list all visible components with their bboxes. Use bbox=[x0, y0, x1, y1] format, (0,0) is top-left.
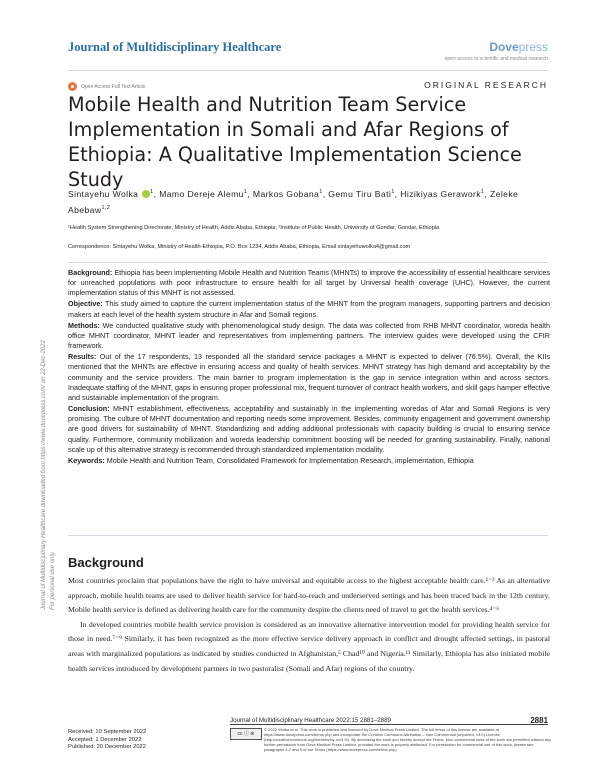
author-name[interactable]: Markos Gobana bbox=[252, 188, 320, 199]
abstract-text: Out of the 17 respondents, 13 responded all the standard service packages a MHNT is expected to deliver (76.5%). Overall, the KIIs mentioned that the MHNTs are effective in ensuring access and quality of health services. MHNT strategy has high demand and acceptability by the community and the service providers. The main barrier to program implementation is the gap in service integration within and across sectors. Inadequate staffing of the MHNT, gaps in ensuring proper professional mix, frequent turnover of contract health workers, and skill gaps hamper effective and sustainable implementation of the program. bbox=[68, 352, 550, 402]
author-affil-sup: 1 bbox=[150, 189, 154, 195]
abstract-label: Objective: bbox=[68, 299, 103, 309]
background-body bbox=[68, 574, 550, 676]
abstract-bottom-divider bbox=[68, 535, 548, 536]
page-number: 2881 bbox=[530, 716, 548, 725]
abstract-label: Results: bbox=[68, 352, 97, 362]
download-watermark bbox=[40, 160, 56, 610]
open-access-label: Open Access Full Text Article bbox=[81, 83, 146, 90]
received-date: Received: 10 September 2022 bbox=[68, 729, 147, 735]
affiliations: ¹Health System Strengthening Directorate, Ministry of Health, Addis Ababa, Ethiopia; ²Institute of Public Health, University of Gondar, Gondar, Ethiopia bbox=[68, 225, 440, 231]
abstract-top-divider bbox=[68, 262, 548, 263]
footer-divider bbox=[230, 724, 548, 725]
abstract-paragraph bbox=[68, 321, 550, 351]
publisher-tagline: open access to scientific and medical research bbox=[444, 56, 548, 62]
abstract bbox=[68, 268, 550, 467]
header-divider bbox=[68, 70, 548, 71]
author-name[interactable]: Gemu Tiru Bati bbox=[328, 188, 392, 199]
author-affil-sup: 1 bbox=[319, 189, 323, 195]
article-type: ORIGINAL RESEARCH bbox=[424, 80, 548, 90]
accepted-date: Accepted: 1 December 2022 bbox=[68, 736, 142, 743]
author-affil-sup: 1 bbox=[243, 189, 248, 195]
abstract-paragraph bbox=[68, 404, 550, 455]
abstract-label: Methods: bbox=[68, 320, 100, 330]
section-heading-background: Background bbox=[68, 555, 144, 570]
watermark-line-1: Journal of Multidisciplinary Healthcare downloaded from https://www.dovepress.com/ on 22-Dec-2022 bbox=[41, 340, 47, 610]
author-name[interactable]: Mamo Dereje Alemu bbox=[159, 188, 244, 199]
license-text: © 2022 Wolka et al. This work is published and licensed by Dove Medical Press Limited. The full terms of this license are available at https://www.dovepress.com/terms.php and incorporate the Creative Commons Attribution – Non Commercial (unported, v3.0) License (http://creativecommons.org/licenses/by-nc/3.0/). By accessing the work you hereby accept the Terms. Non-commercial uses of the work are permitted without any further permission from Dove Medical Press Limited, provided the work is properly attributed. For permission for commercial use of this work, please see paragraphs 4.2 and 5 of our Terms (https://www.dovepress.com/terms.php). bbox=[264, 727, 552, 753]
article-title: Mobile Health and Nutrition Team Service Implementation in Somali and Afar Regions of Ethiopia: A Qualitative Implementation Science Study bbox=[68, 93, 522, 191]
abstract-label: Keywords: bbox=[68, 455, 105, 465]
author-affil-sup: 1 bbox=[391, 189, 395, 195]
author-name[interactable]: Hizikiyas Gerawork bbox=[400, 188, 481, 199]
author-list: Sintayehu Wolka $^1$, Mamo Dereje Alemu$^1$, Markos Gobana$^1$, Gemu Tiru Bati$^1$, Hizikiyas Gerawork$^1$, Zeleke Abebaw$^{1,2}$ bbox=[68, 188, 519, 215]
abstract-text: Ethiopia has been implementing Mobile Health and Nutrition Teams (MHNTs) to improve the accessibility of essential healthcare services for unreached populations with poor infrastructure to ensure health for all target by Universal health coverage (UHC). However, the current implementation status of this MNHT is not assessed. bbox=[68, 268, 550, 298]
orcid-icon[interactable] bbox=[142, 190, 150, 198]
brand-main: Dove bbox=[489, 40, 519, 54]
creative-commons-icon[interactable]: cc ⓘ ⊜ bbox=[230, 728, 262, 740]
author-affil-sup: 1,2 bbox=[101, 204, 111, 211]
watermark-text bbox=[40, 340, 58, 610]
abstract-label: Conclusion: bbox=[68, 404, 110, 414]
abstract-label: Background: bbox=[68, 268, 113, 277]
published-date: Published: 20 December 2022 bbox=[68, 744, 146, 751]
publisher-logo[interactable] bbox=[489, 40, 548, 54]
abstract-paragraph bbox=[68, 456, 550, 466]
author-name[interactable]: Zeleke Abebaw bbox=[68, 188, 519, 215]
brand-sub: press bbox=[518, 40, 548, 54]
article-dates bbox=[68, 729, 146, 752]
watermark-line-2: For personal use only. bbox=[50, 551, 56, 610]
journal-citation[interactable]: Journal of Multidisciplinary Healthcare 2022:15 2881–2889 bbox=[230, 717, 391, 724]
abstract-paragraph bbox=[68, 299, 550, 319]
body-paragraph: In developed countries mobile health service provision is considered as an innovative alternative intervention model for providing health service for those in need.⁷⁻⁹ Similarly, it has been recognized as the more effective service delivery approach in conflict and drought affected settings, in pastoral areas with marginalized populations as indicated by studies conducted in Afghanistan,⁵ Chad¹⁰ and Nigeria.¹¹ Similarly, Ethiopia has also initiated mobile health services introduced by development partners in two pastoralist (Somali and Afar) regions of the country. bbox=[68, 619, 550, 673]
correspondence: Correspondence: Sintayehu Wolka, Ministry of Health-Ethiopia, P.O. Box 1234, Addis Ababa, Ethiopia, Email sintayehuwolka4@gmail.com bbox=[68, 244, 411, 250]
open-access-badge bbox=[68, 82, 145, 91]
abstract-text: Mobile Health and Nutrition Team, Consolidated Framework for Implementation Research, implementation, Ethiopia bbox=[106, 455, 474, 465]
abstract-paragraph bbox=[68, 268, 550, 298]
abstract-text: MHNT establishment, effectiveness, acceptability and sustainably in the implementing woredas of Afar and Somali Regions is very promising. The culture of MHNT documentation and reporting needs some improvement. Besides, community engagement and government ownership are good drivers for sustainability of MHNT. Standardizing and adding additional professionals with capacity building is crucial to ensuring service quality. Furthermore, community mobilization and woreda leadership commitment boosting will be needed for granting sustainability. Finally, national scale up of this alternative strategy is recommended through standardized implementation modality. bbox=[68, 404, 551, 454]
abstract-paragraph bbox=[68, 352, 550, 403]
author-name[interactable]: Sintayehu Wolka bbox=[68, 188, 139, 199]
abstract-text: This study aimed to capture the current implementation status of the MHNT from the program managers, supporting partners and decision makers at each level of the health system structure in Afar and Somali regions. bbox=[68, 299, 550, 319]
author-affil-sup: 1 bbox=[481, 189, 485, 195]
open-access-icon bbox=[68, 82, 77, 91]
abstract-text: We conducted qualitative study with phenomenological study design. The data was collected from RHB MHNT coordinator, woreda health office MHNT coordinator, MHNT leader and representatives from implementing partners. The interview guides were developed using the CFIR framework. bbox=[68, 320, 550, 351]
journal-title[interactable]: Journal of Multidisciplinary Healthcare bbox=[68, 40, 282, 54]
body-paragraph: Most countries proclaim that populations have the right to have universal and equitable access to the highest acceptable health care.¹⁻³ As an alternative approach, mobile health teams are used to deliver health service for hard-to-reach and underserved settings and has been traced back in the 12th century. Mobile health service is defined as delivering health care for the community despite the clients need of travel to get the health services.⁴⁻⁶ bbox=[68, 576, 550, 615]
